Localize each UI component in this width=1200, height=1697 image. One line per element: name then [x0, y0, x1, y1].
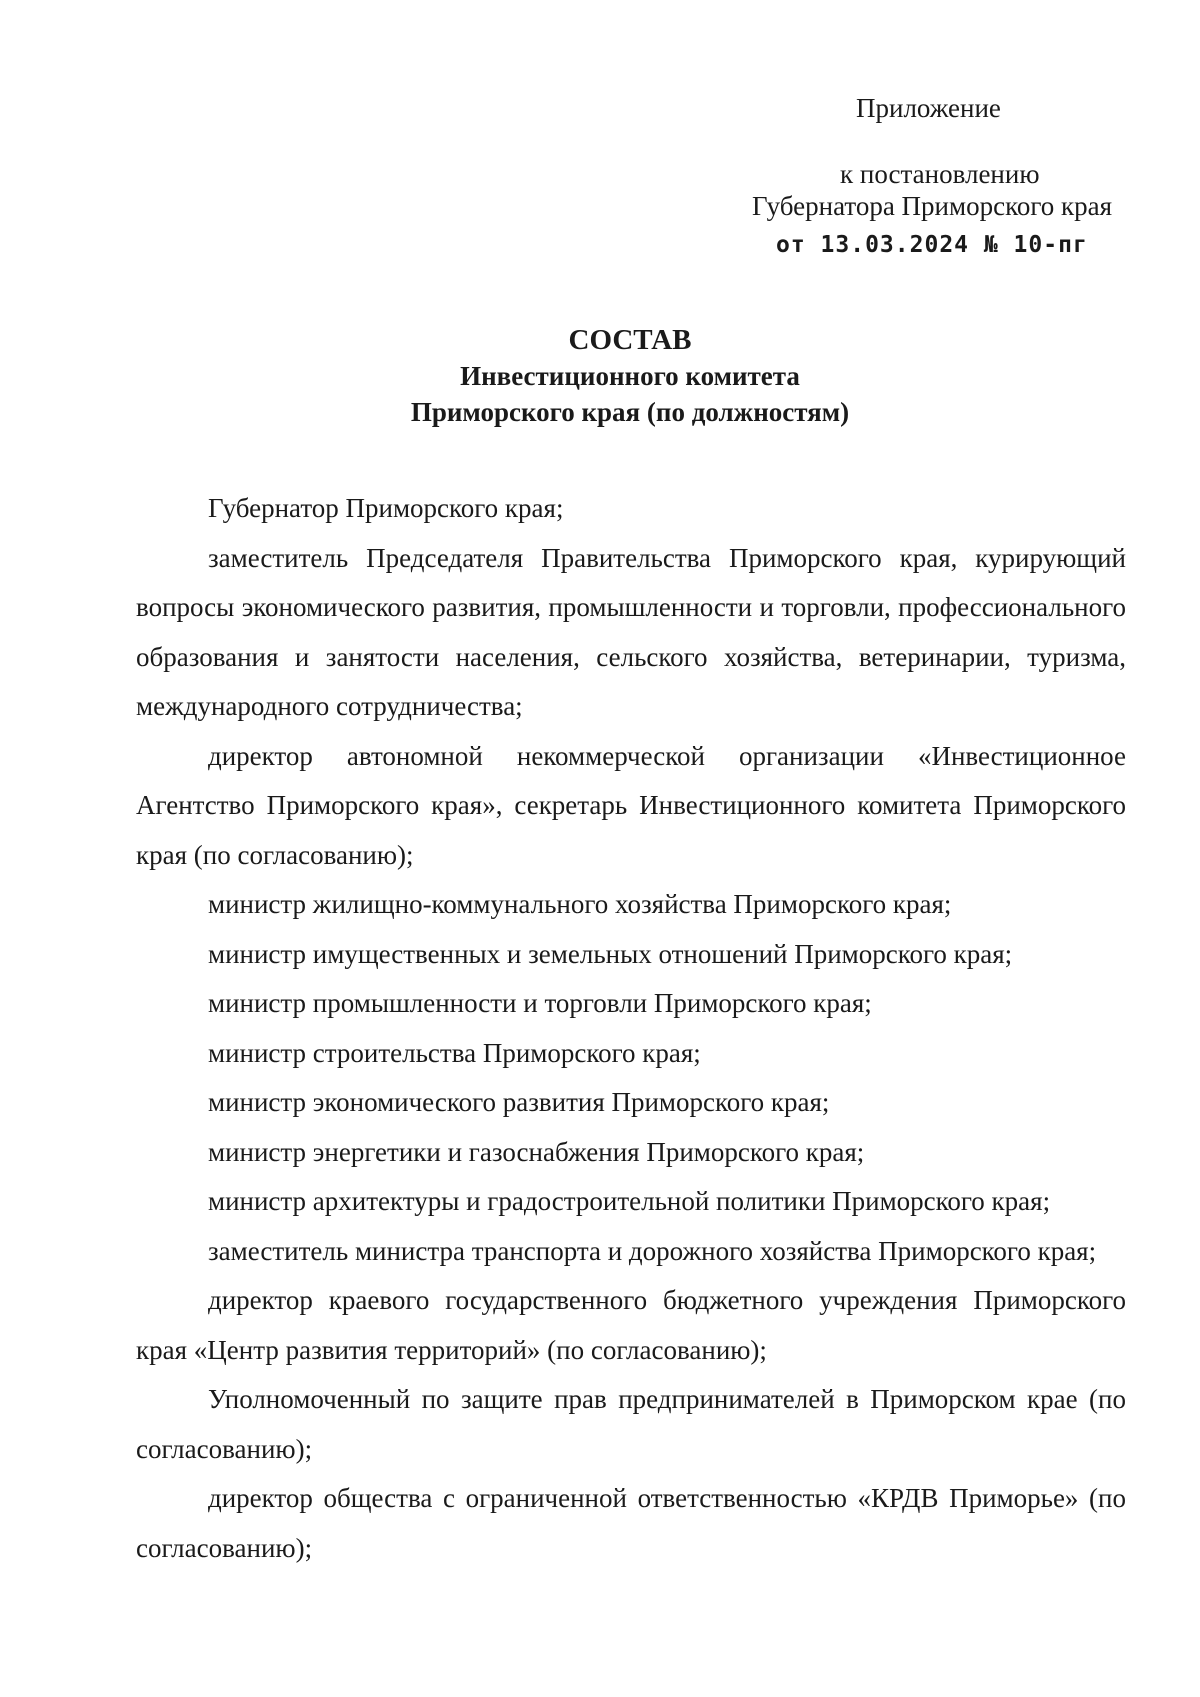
- heading-subtitle-line2: Приморского края (по должностям): [410, 397, 850, 427]
- document-heading: [0, 322, 1200, 430]
- document-date-number: от 13.03.2024 № 10-пг: [776, 232, 1088, 258]
- members-list: [136, 484, 1126, 1573]
- heading-subtitle-line1: Инвестиционного комитета: [460, 361, 800, 391]
- member-item: Губернатор Приморского края;: [208, 493, 564, 523]
- member-item: заместитель министра транспорта и дорожного хозяйства Приморского края;: [208, 1235, 1097, 1266]
- member-item: министр строительства Приморского края;: [208, 1037, 701, 1068]
- member-item: директор общества с ограниченной ответственностью «КРДВ Приморье» (по согласованию);: [136, 1483, 1126, 1563]
- appendix-ref-line1: к постановлению: [840, 159, 1040, 189]
- appendix-reference: [752, 158, 1112, 222]
- member-item: министр энергетики и газоснабжения Приморского края;: [208, 1136, 865, 1167]
- member-item: министр имущественных и земельных отношений Приморского края;: [208, 938, 1013, 969]
- member-item: министр экономического развития Приморского края;: [208, 1087, 830, 1117]
- member-item: Уполномоченный по защите прав предпринимателей в Приморском крае (по согласованию);: [136, 1384, 1126, 1464]
- member-item: директор автономной некоммерческой организации «Инвестиционное Агентство Приморского края», секретарь Инвестиционного комитета Приморского края (по согласованию);: [136, 740, 1126, 870]
- heading-title: СОСТАВ: [568, 324, 692, 356]
- member-item: министр жилищно-коммунального хозяйства Приморского края;: [208, 889, 952, 919]
- appendix-label: Приложение: [856, 93, 1001, 123]
- member-item: директор краевого государственного бюджетного учреждения Приморского края «Центр развития территорий» (по согласованию);: [136, 1285, 1126, 1365]
- member-item: министр архитектуры и градостроительной политики Приморского края;: [208, 1186, 1051, 1216]
- appendix-ref-line2: Губернатора Приморского края: [752, 191, 1112, 221]
- member-item: министр промышленности и торговли Приморского края;: [208, 988, 872, 1018]
- member-item: заместитель Председателя Правительства Приморского края, курирующий вопросы экономического развития, промышленности и торговли, профессионального образования и занятости населения, сельского хозяйства, ветеринарии, туризма, международного сотрудничества;: [136, 542, 1126, 721]
